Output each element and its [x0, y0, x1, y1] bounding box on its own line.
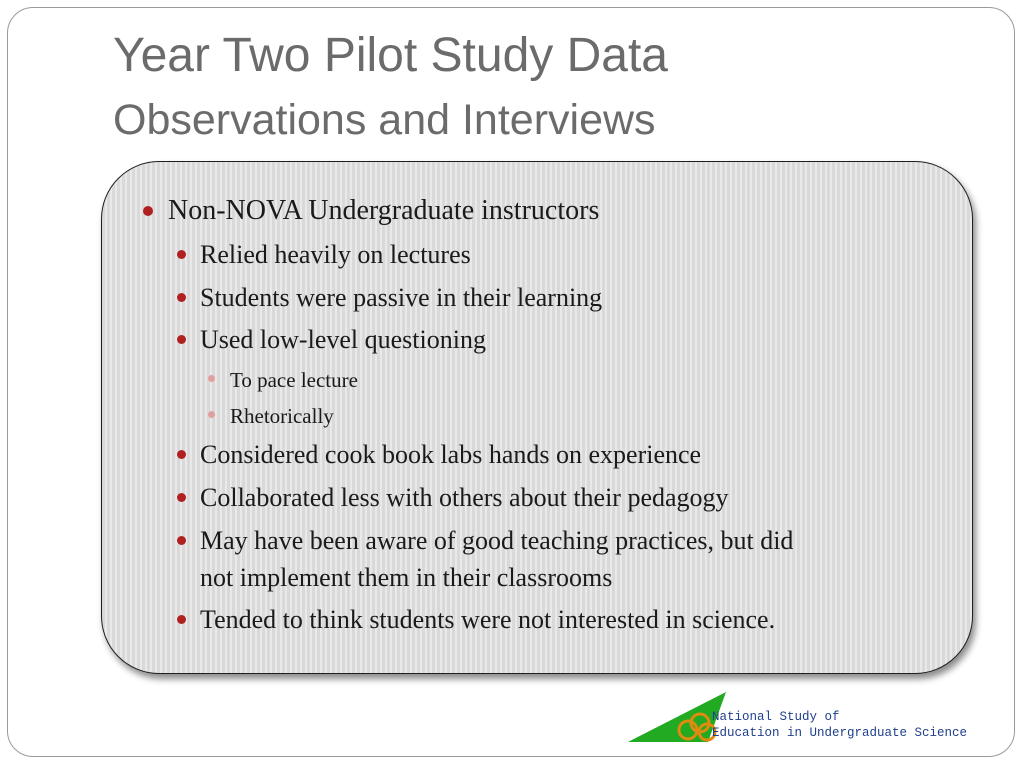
logo-text [712, 709, 967, 741]
sub-bullet: Collaborated less with others about their pedagogy [200, 483, 729, 512]
bullet-dot-icon [208, 375, 215, 382]
bullet-dot-icon [177, 250, 186, 259]
bullet-dot-icon [143, 206, 153, 216]
sub-bullet: Used low-level questioning [200, 325, 486, 354]
slide-title: Year Two Pilot Study Data [113, 29, 668, 82]
sub-bullet: Students were passive in their learning [200, 283, 603, 312]
bullet-dot-icon [177, 536, 186, 545]
slide-subtitle: Observations and Interviews [113, 96, 656, 144]
sub-bullet-continuation: not implement them in their classrooms [200, 563, 613, 592]
main-bullet: Non-NOVA Undergraduate instructors [168, 195, 600, 226]
sub-bullet: Relied heavily on lectures [200, 240, 471, 269]
sub-bullet: Considered cook book labs hands on experience [200, 440, 702, 469]
bullet-dot-icon [177, 493, 186, 502]
bullet-dot-icon [177, 335, 186, 344]
bullet-dot-icon [177, 450, 186, 459]
logo-line-1: National Study of [712, 710, 840, 724]
sub-sub-bullet: To pace lecture [230, 368, 358, 392]
logo-line-2: Education in Undergraduate Science [712, 726, 968, 740]
sub-sub-bullet: Rhetorically [230, 404, 334, 428]
sub-bullet: May have been aware of good teaching practices, but did [200, 526, 794, 555]
sub-bullet: Tended to think students were not interested in science. [200, 605, 776, 634]
bullet-dot-icon [208, 411, 215, 418]
bullet-dot-icon [177, 615, 186, 624]
bullet-dot-icon [177, 293, 186, 302]
